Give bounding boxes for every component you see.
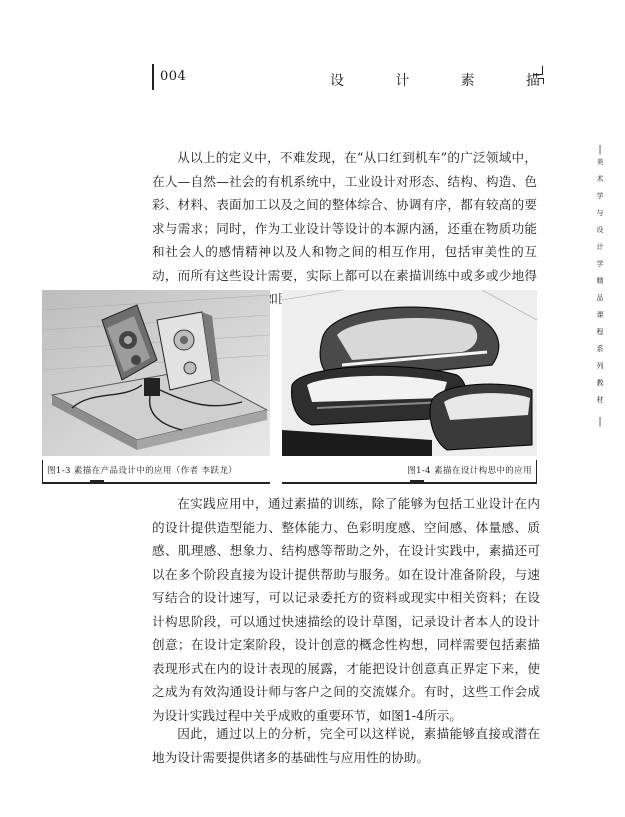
running-title (330, 70, 540, 90)
figure-concept-sketch (282, 290, 537, 456)
running-title-char: 设 (330, 73, 344, 89)
corner-mark (534, 66, 543, 75)
figure-caption: 图1-3 素描在产品设计中的应用（作者 李跃龙） (42, 460, 275, 482)
speaker-sketch-illustration (42, 290, 270, 456)
corner-mark (538, 78, 544, 84)
running-title-char: 描 (525, 73, 540, 89)
concept-sketch-illustration (282, 290, 537, 456)
caption-tick (410, 480, 424, 484)
caption-rule (42, 482, 270, 484)
side-char: 设 (596, 226, 604, 234)
body-paragraph: 从以上的定义中，不难发现，在“从口红到机车”的广泛领域中，在人—自然—社会的有机系统中，工业设计对形态、结构、构造、色彩、材料、表面加工以及之间的整体综合、协调有序，都有较高的要求与需求；同时，作为工业设计等设计的本源内涵，还重在物质功能和社会人的感情精神以及人和物之间的相互作用，包括审美性的互动，而所有这些设计需要，实际上都可以在素描训练中或多或少地得 充和协助，如图1-3所示。 (152, 150, 537, 306)
body-paragraph: 在实践应用中，通过素描的训练，除了能够为包括工业设计在内的设计提供造型能力、整体能力、色彩明度感、空间感、体量感、质感、肌理感、想象力、结构感等帮助之外，在设计实践中，素描还可以在多个阶段直接为设计提供帮助与服务。如在设计准备阶段，与速写结合的设计速写，可以记录委托方的资料或现实中相关资料；在设计构思阶段，可以通过快速描绘的设计草图，记录设计者本人的设计创意；在设计定案阶段，设计创意的概念性构想，同样需要包括素描表现形式在内的设计表现的展露，才能把设计创意真正界定下来，使之成为有效沟通设计师与客户之间的交流媒介。有时，这些工作会成为设计实践过程中关乎成败的重要环节，如图1-4所示。 (152, 496, 540, 723)
caption-tick (90, 480, 104, 484)
side-char: 美 (596, 158, 604, 166)
side-series-title (595, 142, 605, 431)
side-char: 教 (596, 379, 604, 387)
side-char: 系 (596, 345, 604, 353)
side-char: 计 (596, 243, 604, 251)
side-char: 学 (596, 192, 604, 200)
side-char: 学 (596, 260, 604, 268)
figure-caption: 图1-4 素描在设计构思中的应用 (282, 460, 537, 482)
side-char: 材 (596, 396, 604, 404)
running-title-char: 素 (460, 73, 475, 89)
running-title-char: 计 (395, 73, 410, 89)
figure-speaker-sketch (42, 290, 270, 456)
side-divider: | (598, 417, 602, 427)
side-char: 术 (596, 175, 604, 183)
side-divider: | (598, 145, 602, 155)
side-char: 品 (596, 294, 604, 302)
side-char: 列 (596, 362, 604, 370)
body-paragraph: 因此，通过以上的分析，完全可以这样说，素描能够直接或潜在地为设计需要提供诸多的基础性与应用性的协助。 (152, 726, 540, 765)
side-char: 程 (596, 328, 604, 336)
side-char: 与 (596, 209, 604, 217)
side-char: 精 (596, 277, 604, 285)
page-number: 004 (152, 64, 186, 90)
side-char: 课 (596, 311, 604, 319)
